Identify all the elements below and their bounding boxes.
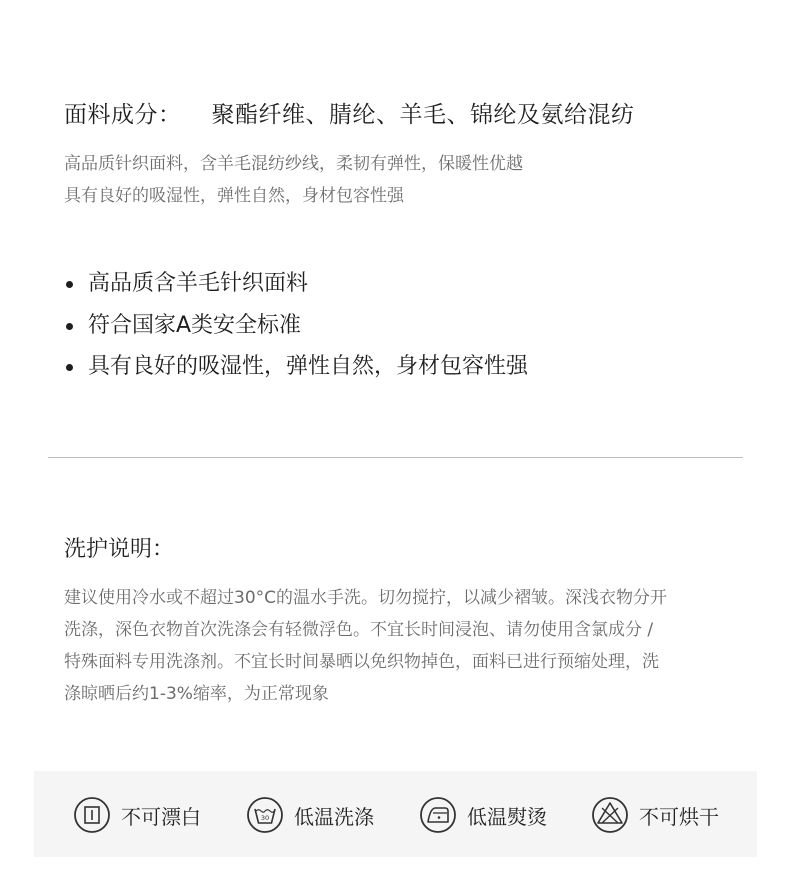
fabric-description	[64, 148, 523, 212]
care-symbol-low-temp-wash	[246, 796, 374, 834]
low-temp-wash-icon	[246, 796, 284, 834]
fabric-description-line: 高品质针织面料，含羊毛混纺纱线，柔韧有弹性，保暖性优越	[64, 154, 523, 174]
care-symbol-low-temp-iron	[419, 796, 547, 834]
care-symbol-label: 不可烘干	[639, 804, 719, 829]
feature-text: 具有良好的吸湿性，弹性自然，身材包容性强	[88, 354, 529, 379]
fabric-composition-value: 聚酯纤维、腈纶、羊毛、锦纶及氨给混纺	[211, 102, 635, 128]
care-symbol-no-tumble-dry	[591, 796, 719, 834]
care-instructions-text	[64, 582, 724, 710]
feature-text: 符合国家A类安全标准	[88, 312, 302, 338]
no-bleach-icon	[73, 796, 111, 834]
care-text-line: 建议使用冷水或不超过30°C的温水手洗。切勿搅拧，以减少褶皱。深浅衣物分开	[64, 588, 668, 608]
section-divider	[48, 457, 743, 458]
care-text-line: 特殊面料专用洗涤剂。不宜长时间暴晒以免织物掉色，面料已进行预缩处理，洗	[64, 652, 659, 672]
feature-item	[64, 349, 528, 391]
fabric-description-line: 具有良好的吸湿性，弹性自然，身材包容性强	[64, 186, 404, 206]
care-text-line: 涤晾晒后约1-3%缩率，为正常现象	[64, 684, 329, 704]
bullet-dot-icon	[66, 281, 73, 288]
care-symbols-bar	[34, 771, 757, 857]
feature-text: 高品质含羊毛针织面料	[88, 271, 309, 296]
bullet-dot-icon	[66, 364, 73, 371]
feature-list	[64, 266, 528, 391]
care-symbol-label: 低温熨烫	[467, 804, 547, 829]
feature-item	[64, 308, 528, 350]
no-tumble-dry-icon	[591, 796, 629, 834]
bullet-dot-icon	[66, 323, 73, 330]
feature-item	[64, 266, 528, 308]
fabric-composition-label: 面料成分：	[64, 102, 182, 128]
care-symbol-label: 低温洗涤	[294, 804, 374, 829]
care-text-line: 洗涤，深色衣物首次洗涤会有轻微浮色。不宜长时间浸泡、请勿使用含氯成分 /	[64, 620, 654, 640]
care-instructions-heading: 洗护说明：	[64, 537, 175, 562]
fabric-composition-heading	[64, 96, 635, 129]
low-temp-iron-icon	[419, 796, 457, 834]
care-symbol-no-bleach	[73, 796, 201, 834]
wash-temperature-text: 30	[260, 814, 270, 822]
care-symbol-label: 不可漂白	[121, 804, 201, 829]
